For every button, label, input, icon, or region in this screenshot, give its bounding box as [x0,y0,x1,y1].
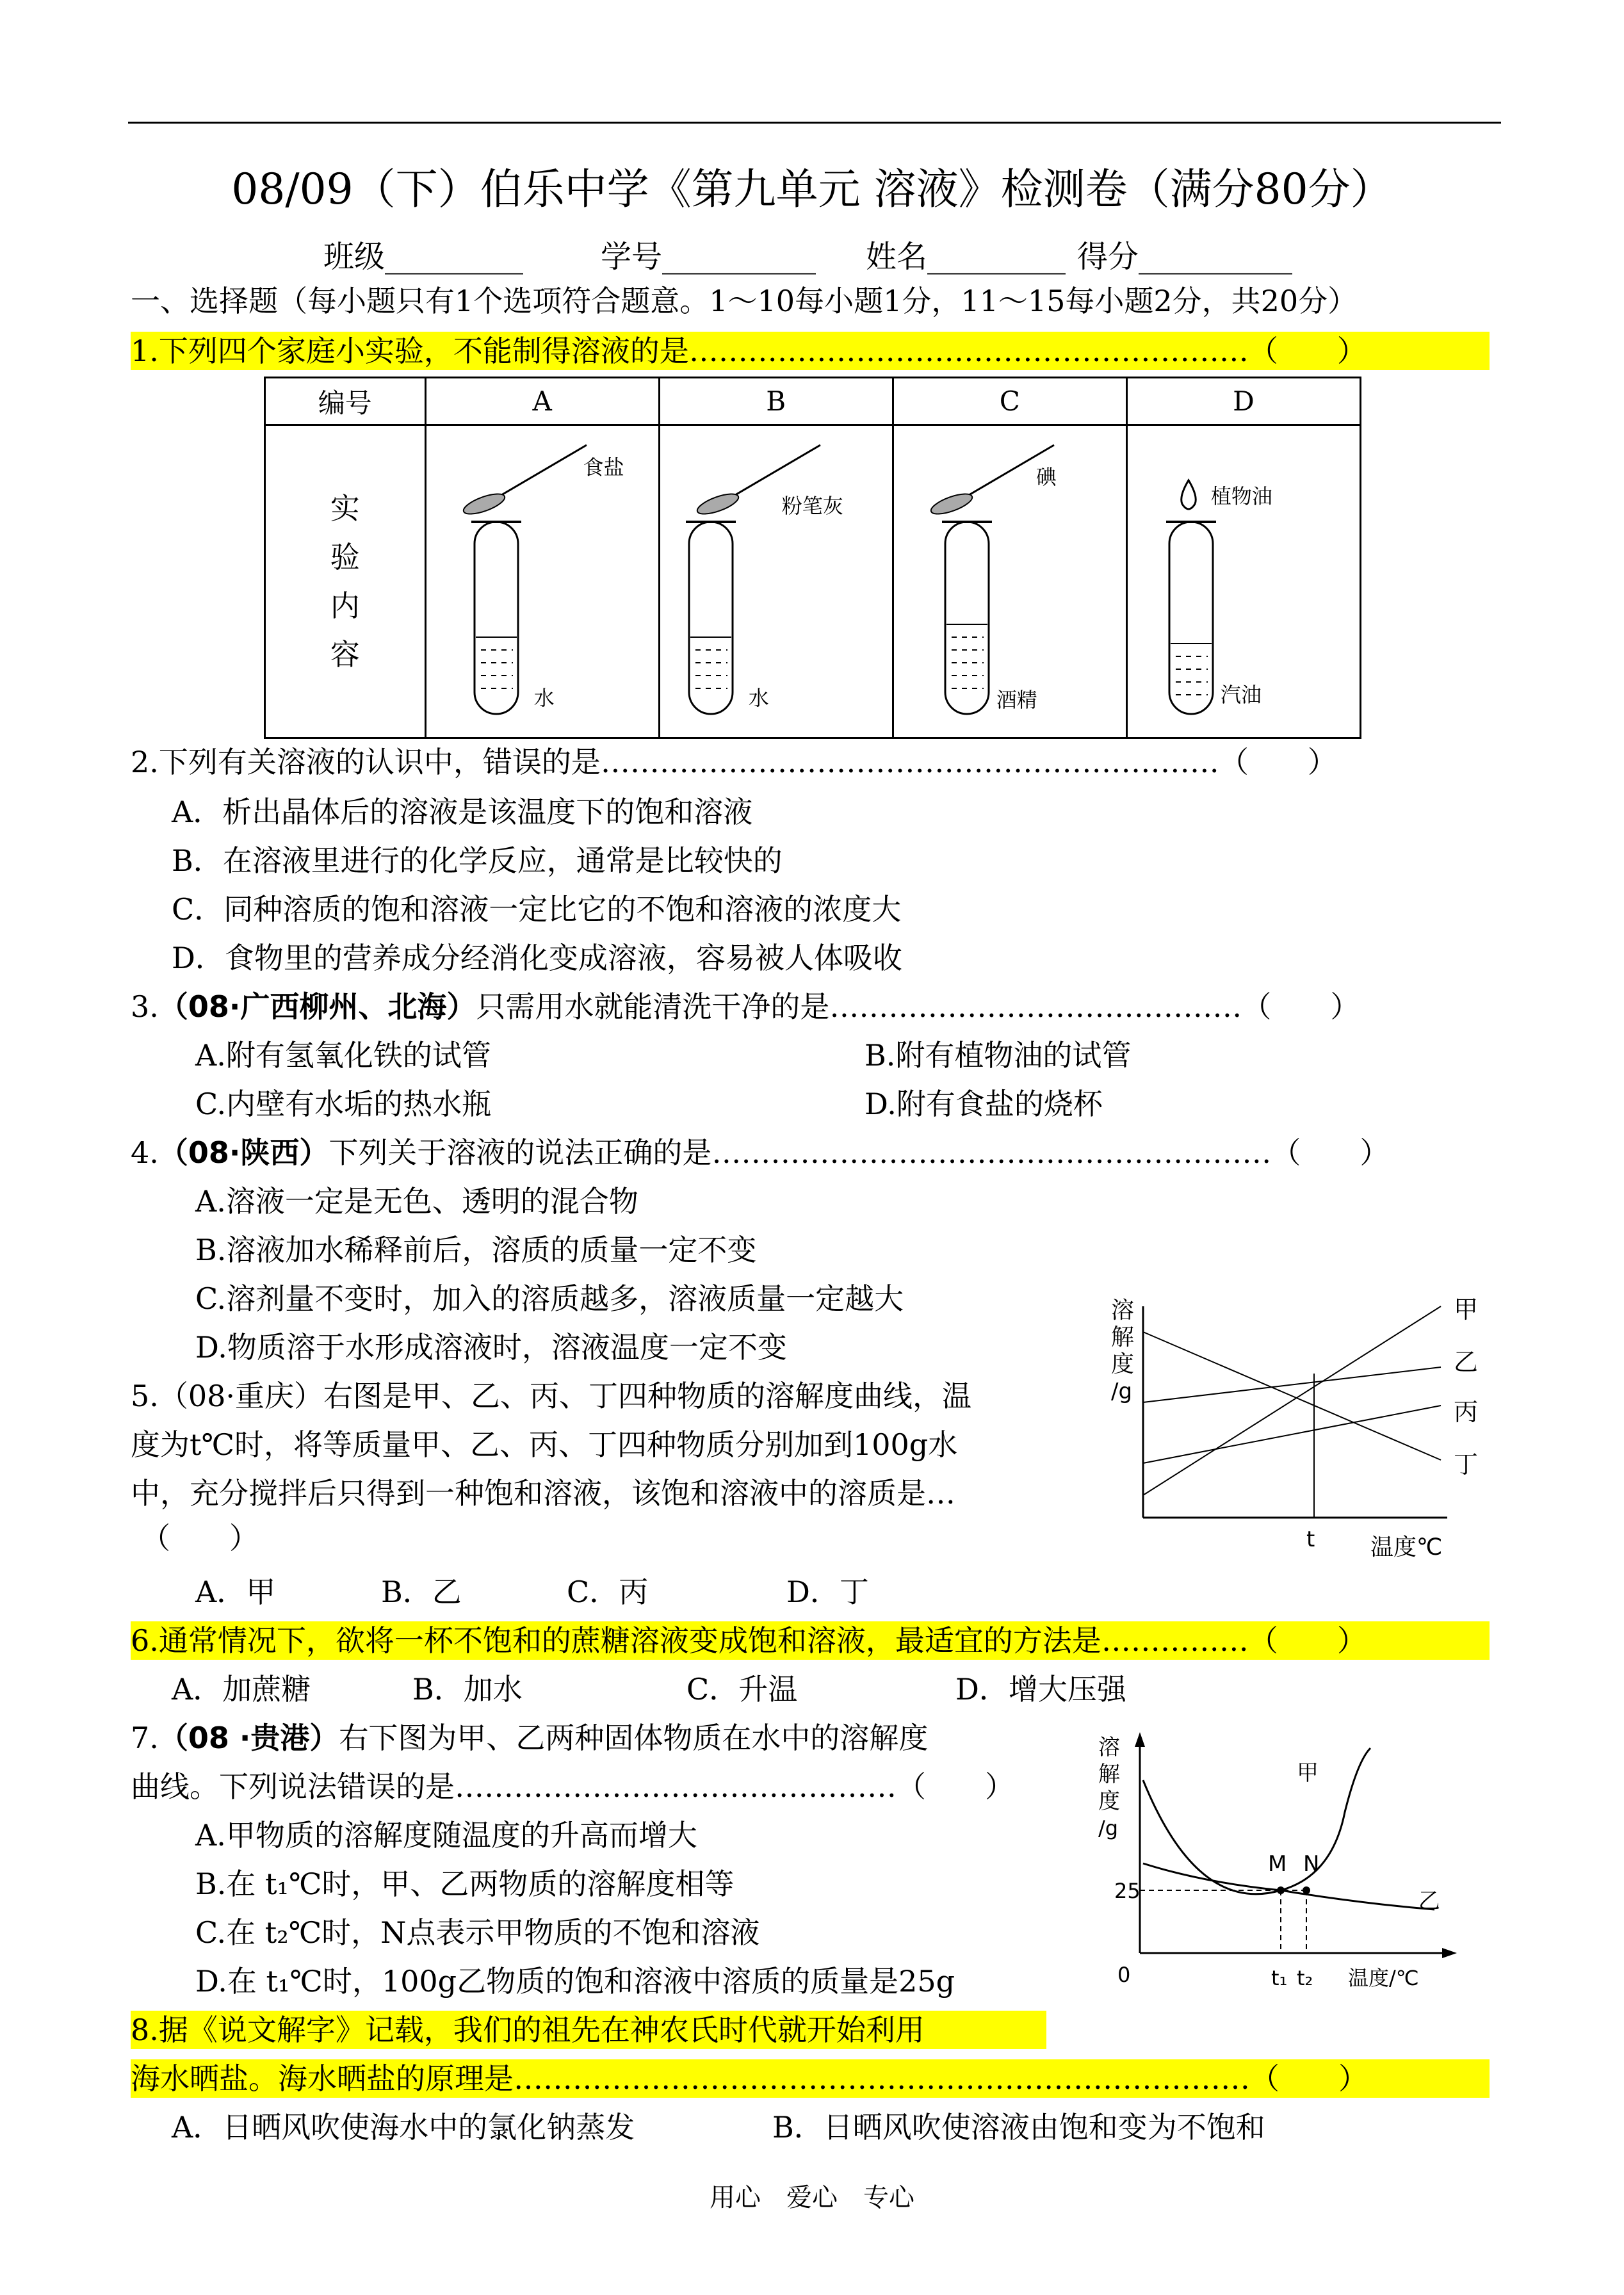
q5-option-a: A．甲 [195,1575,276,1609]
q2-option-d: D．食物里的营养成分经消化变成溶液，容易被人体吸收 [172,941,902,975]
q7-ylabel-char: /g [1098,1816,1119,1840]
spoon-tube-illustration [660,426,895,740]
q7-xlabel: 温度/℃ [1348,1966,1419,1990]
row-label-char: 实 [330,491,360,526]
q8-line-2: 海水晒盐。海水晒盐的原理是…………………………………………………………………（ ） [131,2059,1490,2098]
q7-line-1 [131,1719,928,1757]
solvent-label: 酒精 [996,688,1037,712]
q7-tick-t2: t₂ [1297,1966,1313,1990]
q5-t-tick: t [1306,1527,1315,1552]
q4-number: 4. [131,1135,159,1170]
q4-option-d: D.物质溶于水形成溶液时，溶液温度一定不变 [195,1330,787,1365]
q7-label-yi: 乙 [1418,1888,1440,1914]
q5-xlabel: 温度℃ [1370,1534,1443,1561]
q7-label-m: M [1268,1851,1287,1877]
q7-label-n: N [1303,1851,1320,1877]
q5-label-ding: 丁 [1454,1450,1479,1479]
q5-label-bing: 丙 [1454,1398,1479,1426]
row-label-char: 内 [330,588,360,623]
q8-option-b: B．日晒风吹使溶液由饱和变为不饱和 [772,2110,1265,2145]
q5-curve-ding [1143,1332,1441,1460]
q5-option-c: C．丙 [567,1575,649,1609]
q5-curve-yi [1143,1367,1441,1402]
q5-label-yi: 乙 [1454,1348,1479,1376]
solvent-label: 水 [533,686,555,710]
q7-curve-yi [1143,1863,1434,1910]
q7-y-arrow [1135,1732,1145,1747]
q7-x-arrow [1442,1948,1457,1958]
solute-label: 碘 [1035,465,1057,489]
experiment-b [659,425,893,738]
row-label-char: 验 [330,540,360,574]
q6-option-d: D．增大压强 [955,1672,1126,1707]
q7-line-2: 曲线。下列说法错误的是………………………………………（ ） [131,1769,1014,1804]
q6-option-c: C．升温 [686,1672,798,1707]
page-footer: 用心 爱心 专心 [710,2183,914,2212]
q5-ylabel-char: 解 [1111,1324,1135,1350]
q3-option-d: D.附有食盐的烧杯 [865,1087,1103,1121]
q2-option-b: B．在溶液里进行的化学反应，通常是比较快的 [172,843,783,878]
q3-stem [131,987,1360,1026]
page-title: 08/09（下）伯乐中学《第九单元 溶液》检测卷（满分80分） [231,165,1393,214]
q7-point-n [1303,1886,1310,1894]
q5-curve-jia [1143,1306,1441,1495]
q7-tick-t1: t₁ [1271,1966,1288,1990]
solvent-label: 汽油 [1220,683,1262,707]
table-header-cell: D [1126,378,1360,425]
q5-ylabel-char: /g [1111,1379,1133,1404]
q8-line-1: 8.据《说文解字》记载，我们的祖先在神农氏时代就开始利用 [131,2011,1046,2049]
solute-label: 植物油 [1210,484,1272,508]
top-rule [128,122,1501,124]
q7-option-d: D.在 t₁℃时，100g乙物质的饱和溶液中溶质的质量是25g [195,1964,955,1999]
q5-label-jia: 甲 [1454,1295,1479,1324]
class-field: 班级_________ [323,239,524,275]
q4-option-a: A.溶液一定是无色、透明的混合物 [195,1184,638,1219]
q7-ytick-25: 25 [1114,1879,1141,1903]
q5-option-d: D．丁 [786,1575,869,1609]
q5-option-b: B．乙 [381,1575,462,1609]
q4-source: （08·陕西） [158,1135,329,1170]
table-header-cell: 编号 [265,378,426,425]
q6-stem: 6.通常情况下，欲将一杯不饱和的蔗糖溶液变成饱和溶液，最适宜的方法是……………（ ） [131,1621,1490,1660]
q4-option-c: C.溶剂量不变时，加入的溶质越多，溶液质量一定越大 [195,1281,904,1316]
q3-option-a: A.附有氢氧化铁的试管 [195,1038,491,1073]
q7-option-a: A.甲物质的溶解度随温度的升高而增大 [195,1818,697,1853]
row-label-char: 容 [330,637,360,672]
q2-option-c: C．同种溶质的饱和溶液一定比它的不饱和溶液的浓度大 [172,892,902,927]
q7-origin: 0 [1117,1963,1131,1987]
section-heading: 一、选择题（每小题只有1个选项符合题意。1～10每小题1分，11～15每小题2分，共20分） [131,284,1358,318]
q2-option-a: A．析出晶体后的溶液是该温度下的饱和溶液 [172,795,753,829]
q3-option-b: B.附有植物油的试管 [865,1038,1132,1073]
q8-option-a: A．日晒风吹使海水中的氯化钠蒸发 [172,2110,635,2145]
student-id-field: 学号__________ [601,239,816,275]
row-label [265,425,426,738]
q7-option-c: C.在 t₂℃时，N点表示甲物质的不饱和溶液 [195,1915,760,1950]
q7-text: 右下图为甲、乙两种固体物质在水中的溶解度 [339,1721,929,1755]
q7-ylabel-char: 解 [1098,1762,1120,1787]
q5-ylabel-char: 度 [1111,1351,1135,1377]
q5-solubility-chart [1108,1287,1492,1562]
q5-line-1: 5.（08·重庆）右图是甲、乙、丙、丁四种物质的溶解度曲线，温 [131,1379,972,1413]
q7-point-m [1277,1886,1285,1894]
experiment-d [1126,425,1360,738]
solute-label: 食盐 [583,455,624,480]
q7-number: 7. [131,1721,159,1755]
q4-text: 下列关于溶液的说法正确的是…………………………………………………（ ） [329,1135,1390,1170]
q7-solubility-chart [1089,1723,1473,2004]
q5-line-3: 中，充分搅拌后只得到一种饱和溶液，该饱和溶液中的溶质是… [131,1476,955,1511]
q3-number: 3. [131,989,159,1024]
score-field: 得分__________ [1077,239,1293,275]
experiment-table [264,377,1361,739]
q7-label-jia: 甲 [1297,1760,1319,1786]
q1-stem: 1.下列四个家庭小实验，不能制得溶液的是…………………………………………………（ ） [131,332,1490,370]
table-header-cell: A [425,378,659,425]
q7-ylabel-char: 度 [1098,1788,1120,1814]
table-header-cell: B [659,378,893,425]
q5-line-4: （ ） [141,1521,259,1555]
q5-line-2: 度为t℃时，将等质量甲、乙、丙、丁四种物质分别加到100g水 [131,1427,958,1462]
q6-option-a: A．加蔗糖 [172,1672,311,1707]
q7-source: （08 ·贵港） [158,1721,339,1755]
q4-stem [131,1133,1389,1172]
q5-ylabel-char: 溶 [1111,1297,1135,1324]
q7-ylabel-char: 溶 [1098,1735,1120,1760]
q4-option-b: B.溶液加水稀释前后，溶质的质量一定不变 [195,1233,757,1267]
experiment-c [893,425,1126,738]
solvent-label: 水 [748,686,769,710]
experiment-a [425,425,659,738]
table-header-cell: C [893,378,1126,425]
q6-option-b: B．加水 [412,1672,523,1707]
q3-text: 只需用水就能清洗干净的是……………………………………（ ） [476,989,1360,1024]
q5-curve-bing [1143,1406,1441,1463]
q3-source: （08·广西柳州、北海） [158,989,476,1024]
q3-option-c: C.内壁有水垢的热水瓶 [195,1087,492,1121]
name-field: 姓名_________ [866,239,1066,275]
solute-label: 粉笔灰 [781,494,843,518]
q7-option-b: B.在 t₁℃时，甲、乙两物质的溶解度相等 [195,1867,735,1901]
q2-stem: 2.下列有关溶液的认识中，错误的是………………………………………………………（ ） [131,745,1337,779]
